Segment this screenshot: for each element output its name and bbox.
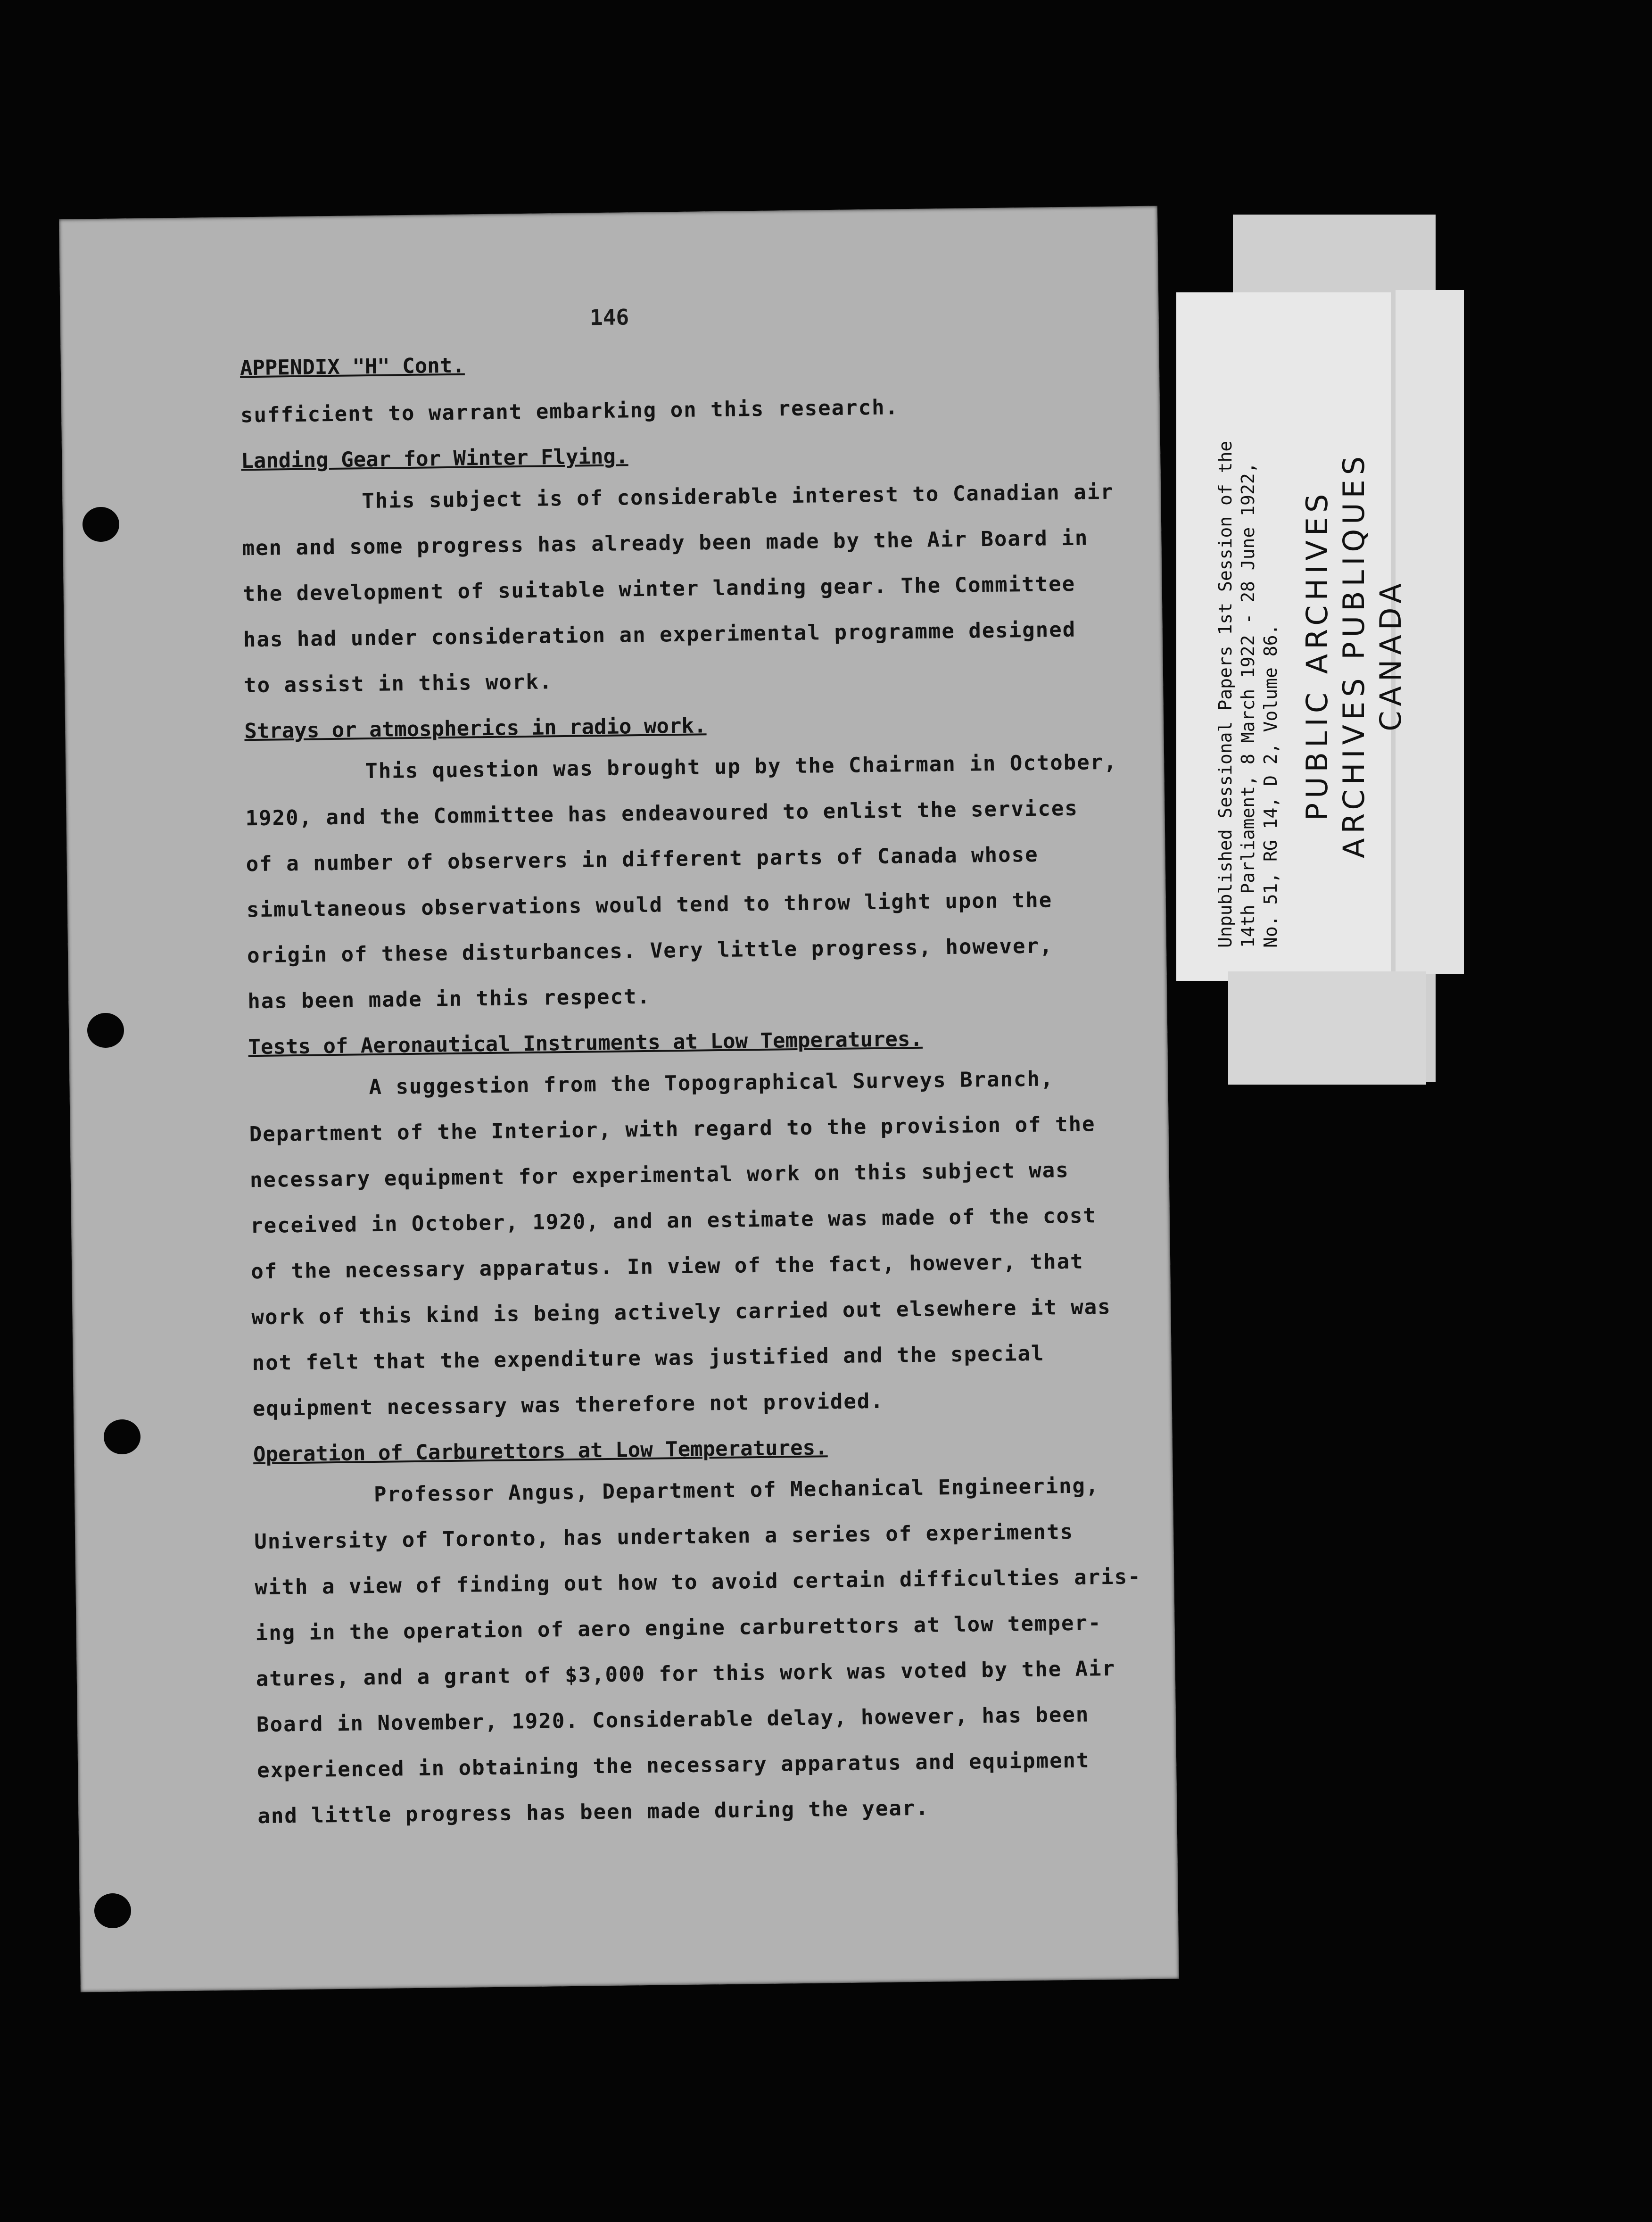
text-line: ing in the operation of aero engine carburettors at low temper-: [255, 1611, 1102, 1646]
text-line: men and some progress has already been made by the Air Board in: [242, 526, 1089, 561]
text-line: This question was brought up by the Chairman in October,: [365, 750, 1117, 784]
section-heading: Tests of Aeronautical Instruments at Low Temperatures.: [248, 1027, 923, 1060]
text-line: A suggestion from the Topographical Surveys Branch,: [369, 1067, 1054, 1100]
text-line: Professor Angus, Department of Mechanical Engineering,: [373, 1474, 1099, 1507]
text-line: of a number of observers in different parts of Canada whose: [246, 842, 1039, 877]
text-line: has been made in this respect.: [247, 984, 651, 1014]
text-line: This subject is of considerable interest to Canadian air: [362, 480, 1114, 514]
text-line: not felt that the expenditure was justified and the special: [252, 1341, 1045, 1376]
text-line: simultaneous observations would tend to throw light upon the: [246, 888, 1053, 922]
text-line: University of Toronto, has undertaken a series of experiments: [254, 1519, 1074, 1554]
appendix-header: APPENDIX "H" Cont.: [240, 353, 465, 381]
archive-stamp: PUBLIC ARCHIVES ARCHIVES PUBLIQUES CANADA: [1300, 451, 1408, 858]
text-line: sufficient to warrant embarking on this research.: [240, 395, 899, 428]
text-line: to assist in this work.: [243, 670, 553, 698]
text-line: the development of suitable winter landing gear. The Committee: [242, 572, 1076, 606]
punch-hole: [83, 507, 119, 542]
text-line: received in October, 1920, and an estimate was made of the cost: [250, 1203, 1097, 1238]
punch-hole: [87, 1013, 124, 1048]
text-line: of the necessary apparatus. In view of the fact, however, that: [250, 1249, 1084, 1284]
archive-label-stub: [1228, 971, 1426, 1085]
punch-hole: [104, 1419, 140, 1454]
text-line: and little progress has been made during the year.: [257, 1796, 930, 1829]
text-line: 1920, and the Committee has endeavoured to enlist the services: [245, 796, 1079, 831]
section-heading: Operation of Carburettors at Low Temperatures.: [253, 1435, 828, 1467]
text-line: work of this kind is being actively carried out elsewhere it was: [251, 1294, 1112, 1330]
text-line: origin of these disturbances. Very little progress, however,: [247, 934, 1053, 968]
page-number: 146: [589, 304, 629, 331]
text-line: atures, and a grant of $3,000 for this work was voted by the Air: [256, 1656, 1116, 1691]
section-heading: Landing Gear for Winter Flying.: [240, 444, 628, 473]
text-line: equipment necessary was therefore not provided.: [252, 1389, 884, 1421]
punch-hole: [94, 1893, 131, 1928]
archive-citation: Unpublished Sessional Papers 1st Session of the 14th Parliament, 8 March 1922 - 28 June 1922, No. 51, RG 14, D 2, Volume 86.: [1215, 440, 1281, 948]
section-heading: Strays or atmospherics in radio work.: [244, 713, 707, 744]
text-line: experienced in obtaining the necessary apparatus and equipment: [256, 1748, 1090, 1783]
text-line: necessary equipment for experimental work on this subject was: [249, 1158, 1070, 1193]
document-page: [59, 206, 1179, 1992]
text-line: with a view of finding out how to avoid certain difficulties aris-: [255, 1565, 1142, 1600]
text-line: has had under consideration an experimental programme designed: [243, 617, 1076, 652]
text-line: Department of the Interior, with regard to the provision of the: [249, 1112, 1096, 1147]
text-line: Board in November, 1920. Considerable delay, however, has been: [256, 1702, 1090, 1737]
